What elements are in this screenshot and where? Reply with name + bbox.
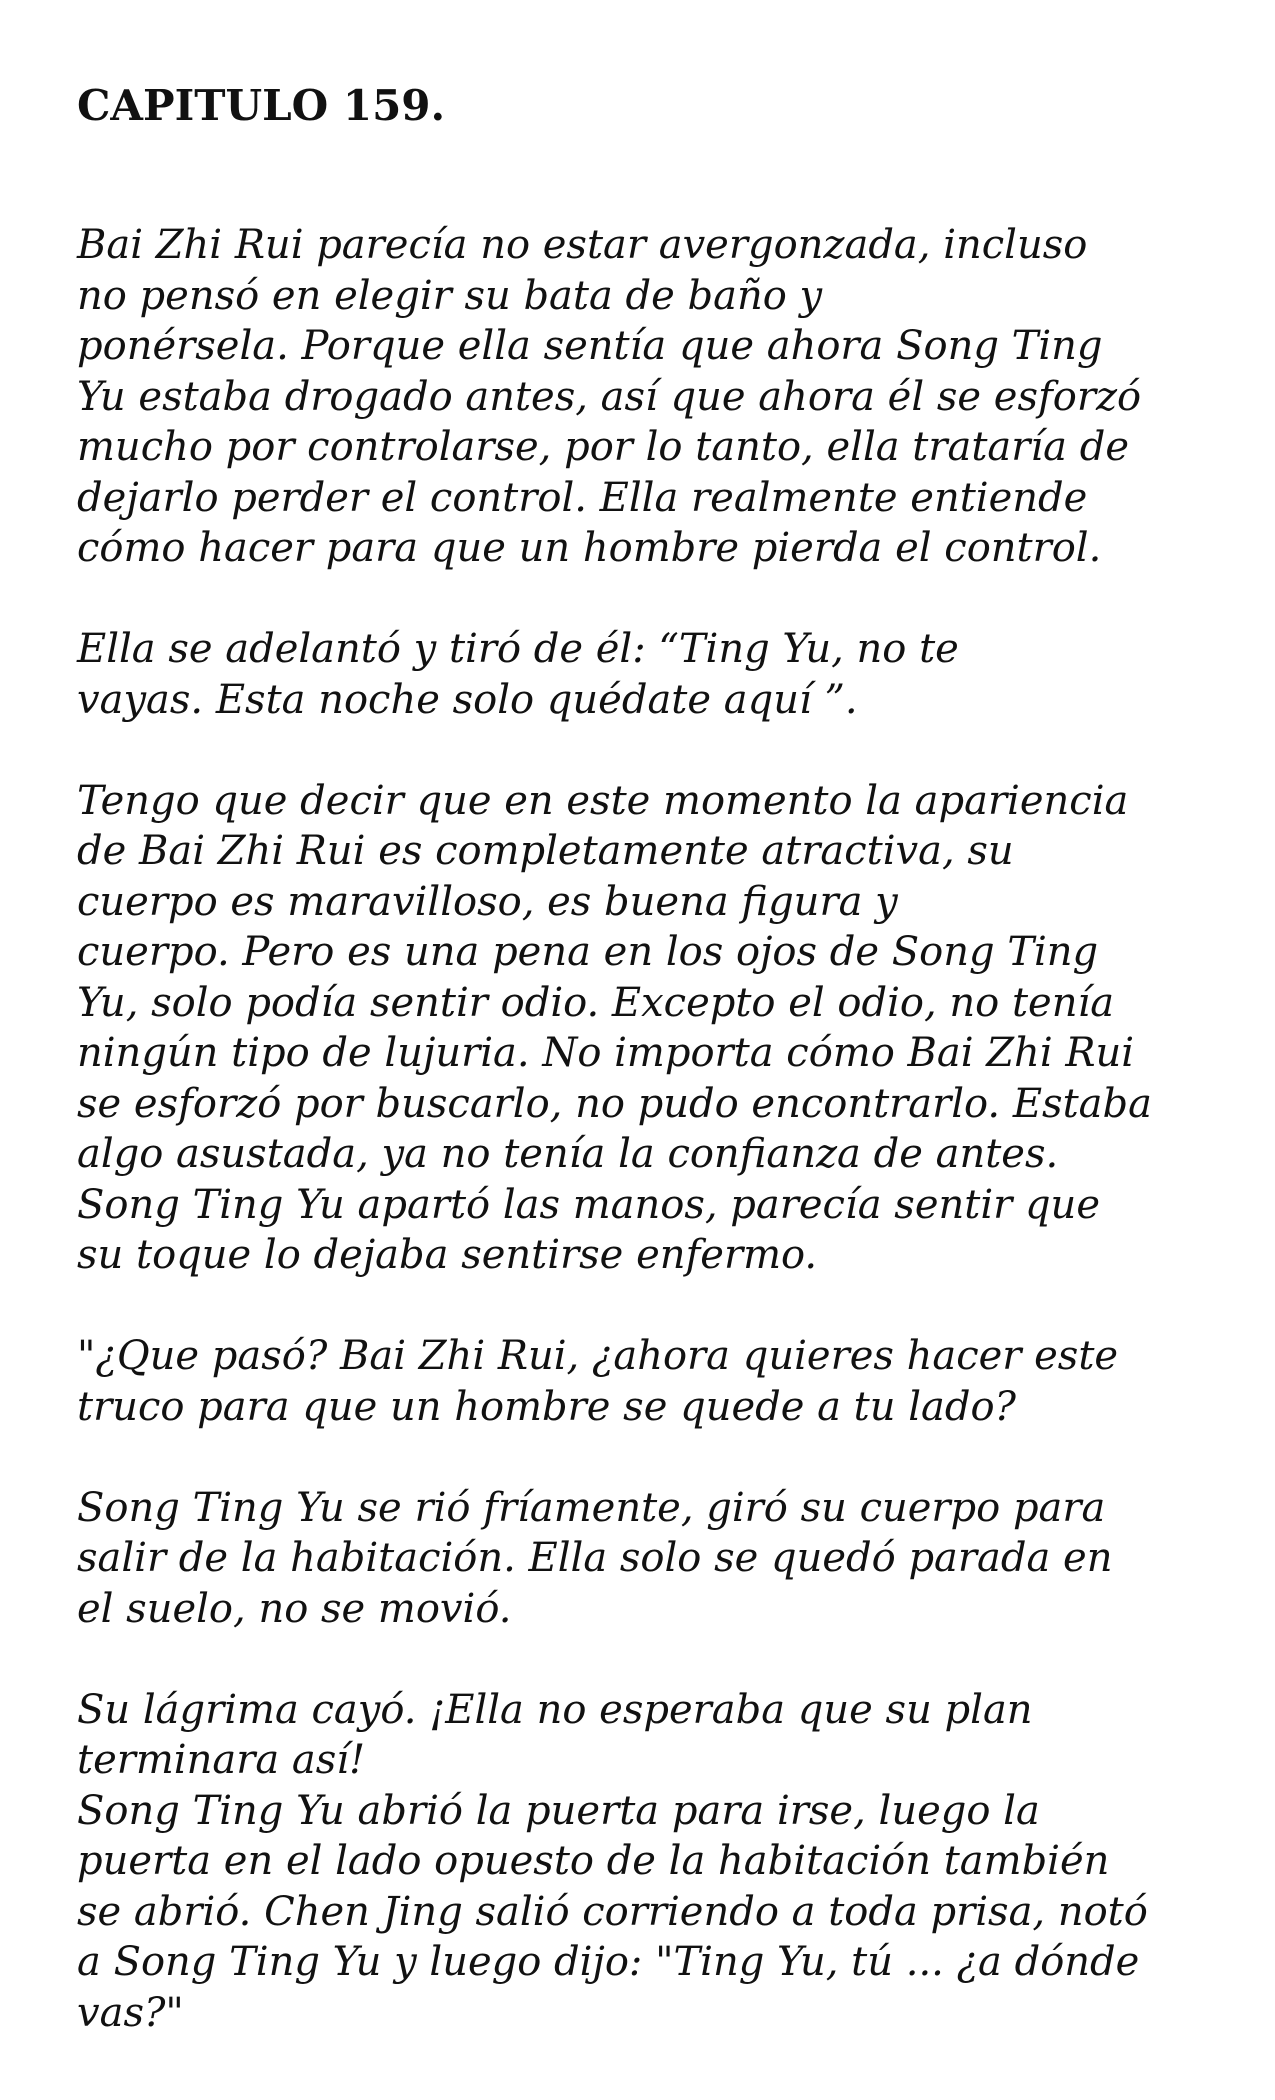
text-line: su toque lo dejaba sentirse enfermo. — [77, 1232, 818, 1278]
text-line: Song Ting Yu abrió la puerta para irse, luego la — [77, 1787, 1040, 1834]
paragraph — [77, 624, 1217, 725]
text-line: cuerpo es maravilloso, es buena figura y — [77, 878, 898, 925]
text-line: Yu estaba drogado antes, así que ahora él se esforzó — [77, 373, 1142, 420]
text-line: salir de la habitación. Ella solo se quedó parada en — [77, 1535, 1113, 1581]
text-line: puerta en el lado opuesto de la habitación también — [77, 1838, 1110, 1884]
text-line: mucho por controlarse, por lo tanto, ella trataría de — [77, 424, 1130, 470]
text-line: se abrió. Chen Jing salió corriendo a toda prisa, notó — [77, 1888, 1148, 1935]
text-line: "¿Que pasó? Bai Zhi Rui, ¿ahora quieres hacer este — [77, 1333, 1119, 1379]
chapter-title: CAPITULO 159. — [77, 81, 446, 130]
text-line: Bai Zhi Rui parecía no estar avergonzada, incluso — [77, 222, 1088, 268]
text-line: Ella se adelantó y tiró de él: “Ting Yu, no te — [77, 626, 959, 672]
text-line: no pensó en elegir su bata de baño y — [77, 272, 823, 319]
text-line: vayas. Esta noche solo quédate aquí ”. — [77, 676, 858, 723]
document-body — [77, 220, 1217, 2089]
text-line: ponérsela. Porque ella sentía que ahora Song Ting — [77, 323, 1103, 369]
text-line: Tengo que decir que en este momento la apariencia — [77, 777, 1129, 824]
paragraph — [77, 776, 1217, 1281]
text-line: algo asustada, ya no tenía la confianza de antes. — [77, 1131, 1059, 1177]
paragraph — [77, 1483, 1217, 1635]
text-line: terminara así! — [77, 1737, 366, 1783]
text-line: el suelo, no se movió. — [77, 1585, 512, 1632]
text-line: dejarlo perder el control. Ella realmente entiende — [77, 474, 1088, 521]
paragraph — [77, 1331, 1217, 1432]
text-line: de Bai Zhi Rui es completamente atractiva, su — [77, 828, 1014, 874]
text-line: Su lágrima cayó. ¡Ella no esperaba que su plan — [77, 1686, 1033, 1733]
text-line: a Song Ting Yu y luego dijo: "Ting Yu, tú ... ¿a dónde — [77, 1939, 1140, 1985]
paragraph — [77, 1685, 1217, 2039]
text-line: ningún tipo de lujuria. No importa cómo Bai Zhi Rui — [77, 1030, 1134, 1076]
paragraph — [77, 220, 1217, 574]
text-line: cuerpo. Pero es una pena en los ojos de Song Ting — [77, 929, 1099, 975]
text-line: vas?" — [77, 1989, 184, 2036]
text-line: Song Ting Yu apartó las manos, parecía sentir que — [77, 1181, 1100, 1228]
text-line: truco para que un hombre se quede a tu lado? — [77, 1383, 1017, 1430]
text-line: cómo hacer para que un hombre pierda el control. — [77, 525, 1102, 571]
text-line: Song Ting Yu se rió fríamente, giró su cuerpo para — [77, 1484, 1106, 1531]
text-line: se esforzó por buscarlo, no pudo encontrarlo. Estaba — [77, 1080, 1152, 1127]
text-line: Yu, solo podía sentir odio. Excepto el odio, no tenía — [77, 979, 1115, 1026]
